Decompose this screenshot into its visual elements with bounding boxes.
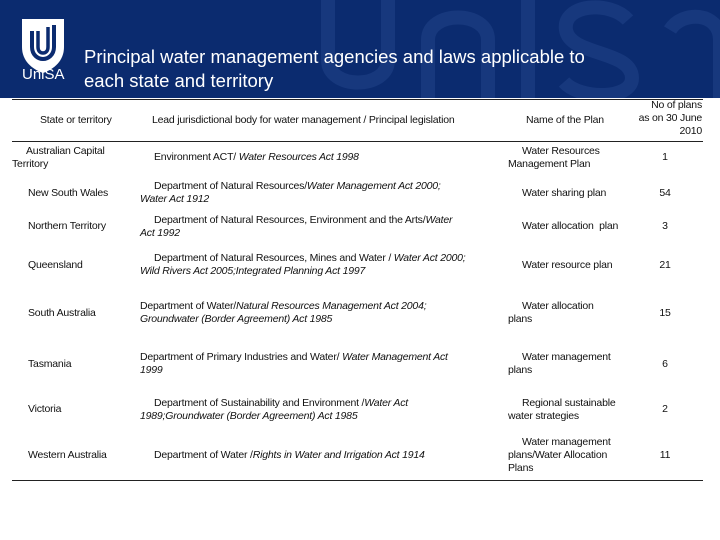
legislation-text: [140, 449, 425, 462]
table-row: [12, 143, 703, 172]
state-cell: [12, 212, 137, 241]
legislation-cell: [140, 298, 504, 328]
column-header-body: Lead jurisdictional body for water management / Principal legislation: [152, 114, 455, 126]
count-cell: [632, 298, 698, 328]
agency-name: Department of Water/: [140, 300, 236, 312]
legislation-text: [140, 300, 426, 326]
table-row: [12, 178, 703, 208]
table-top-rule: [12, 141, 703, 142]
count-cell: [632, 143, 698, 172]
header-rule: [12, 99, 703, 100]
plan-count: 15: [659, 306, 671, 319]
legislation-text: [140, 214, 452, 240]
plan-name: Water Resources Management Plan: [508, 144, 600, 170]
count-cell: [632, 435, 698, 475]
agency-name: Department of Natural Resources/: [154, 180, 307, 192]
plan-cell: [508, 212, 628, 241]
legislation-cell: [140, 250, 504, 280]
state-name: Western Australia: [28, 448, 107, 461]
act-name: Water Resources Act 1998: [238, 151, 359, 163]
plan-name: Water allocation plans: [508, 300, 594, 325]
plan-name: Water management plans: [508, 351, 611, 376]
legislation-cell: [140, 435, 504, 475]
act-name: Rights in Water and Irrigation Act 1914: [252, 448, 425, 461]
act-name: Water Act 1989;Groundwater (Border Agreement) Act 1985: [140, 396, 408, 422]
page-title: Principal water management agencies and laws applicable to each state and territory: [84, 46, 585, 91]
legislation-text: [140, 351, 448, 377]
legislation-cell: [140, 212, 504, 241]
agency-name: Department of Natural Resources, Environment and the Arts/: [154, 213, 426, 226]
agency-name: Department of Water /: [154, 448, 253, 461]
header-banner: [0, 0, 720, 98]
count-cell: [632, 395, 698, 424]
plan-cell: [508, 348, 628, 380]
plan-name: Water allocation plan: [522, 220, 619, 232]
plan-name: Water resource plan: [522, 258, 613, 271]
legislation-cell: [140, 395, 504, 424]
count-cell: [632, 178, 698, 208]
table-row: [12, 298, 703, 328]
legislation-cell: [140, 178, 504, 208]
state-name: Australian Capital Territory: [12, 144, 105, 170]
count-cell: [632, 212, 698, 241]
plan-cell: [508, 298, 628, 328]
act-name: Natural Resources Management Act 2004; Groundwater (Border Agreement) Act 1985: [140, 300, 427, 325]
state-cell: [12, 178, 137, 208]
agency-name: Department of Natural Resources, Mines and Water /: [154, 252, 394, 264]
plan-count: 21: [659, 258, 671, 271]
count-cell: [632, 250, 698, 280]
plan-count: 1: [662, 151, 668, 163]
state-cell: [12, 348, 137, 380]
table-row: [12, 348, 703, 380]
act-name: Water Act 1992: [140, 213, 453, 239]
legislation-text: [140, 180, 441, 206]
legislation-cell: [140, 143, 504, 172]
column-header-count: No of plans as on 30 June 2010: [638, 99, 702, 137]
table-row: [12, 212, 703, 241]
legislation-cell: [140, 348, 504, 380]
plan-count: 54: [659, 186, 671, 199]
state-cell: [12, 435, 137, 475]
state-cell: [12, 143, 137, 172]
plan-count: 11: [659, 448, 671, 461]
table-bottom-rule: [12, 480, 703, 481]
agency-name: Department of Primary Industries and Water/: [140, 351, 343, 363]
count-cell: [632, 348, 698, 380]
state-name: Queensland: [28, 258, 83, 271]
column-header-state: State or territory: [40, 114, 112, 126]
plan-cell: [508, 250, 628, 280]
plan-count: 6: [662, 357, 668, 370]
state-cell: [12, 298, 137, 328]
state-cell: [12, 250, 137, 280]
state-name: South Australia: [28, 306, 96, 319]
plan-cell: [508, 178, 628, 208]
state-name: Victoria: [28, 403, 62, 415]
act-name: Water Management Act 1999: [140, 351, 448, 376]
plan-cell: [508, 395, 628, 424]
state-name: Northern Territory: [28, 220, 106, 232]
table-row: [12, 395, 703, 424]
table-row: [12, 250, 703, 280]
legislation-text: [140, 151, 359, 164]
state-name: Tasmania: [28, 357, 72, 370]
act-name: Water Act 2000; Wild Rivers Act 2005;Integrated Planning Act 1997: [140, 252, 466, 277]
agency-name: Department of Sustainability and Environment /: [154, 396, 365, 409]
agency-name: Environment ACT/: [154, 151, 239, 163]
plan-cell: [508, 143, 628, 172]
logo-text: UniSA: [22, 66, 65, 83]
state-cell: [12, 395, 137, 424]
column-header-plan: Name of the Plan: [526, 114, 604, 126]
plan-name: Water sharing plan: [522, 186, 607, 199]
plan-count: 3: [662, 220, 668, 232]
plan-count: 2: [662, 403, 668, 415]
table-row: [12, 435, 703, 475]
legislation-text: [140, 252, 465, 278]
plan-name: Water management plans/Water Allocation Plans: [508, 435, 611, 474]
legislation-text: [140, 397, 408, 423]
act-name: Water Management Act 2000; Water Act 1912: [140, 180, 441, 205]
state-name: New South Wales: [28, 186, 109, 199]
plan-cell: [508, 435, 628, 475]
plan-name: Regional sustainable water strategies: [508, 396, 616, 422]
